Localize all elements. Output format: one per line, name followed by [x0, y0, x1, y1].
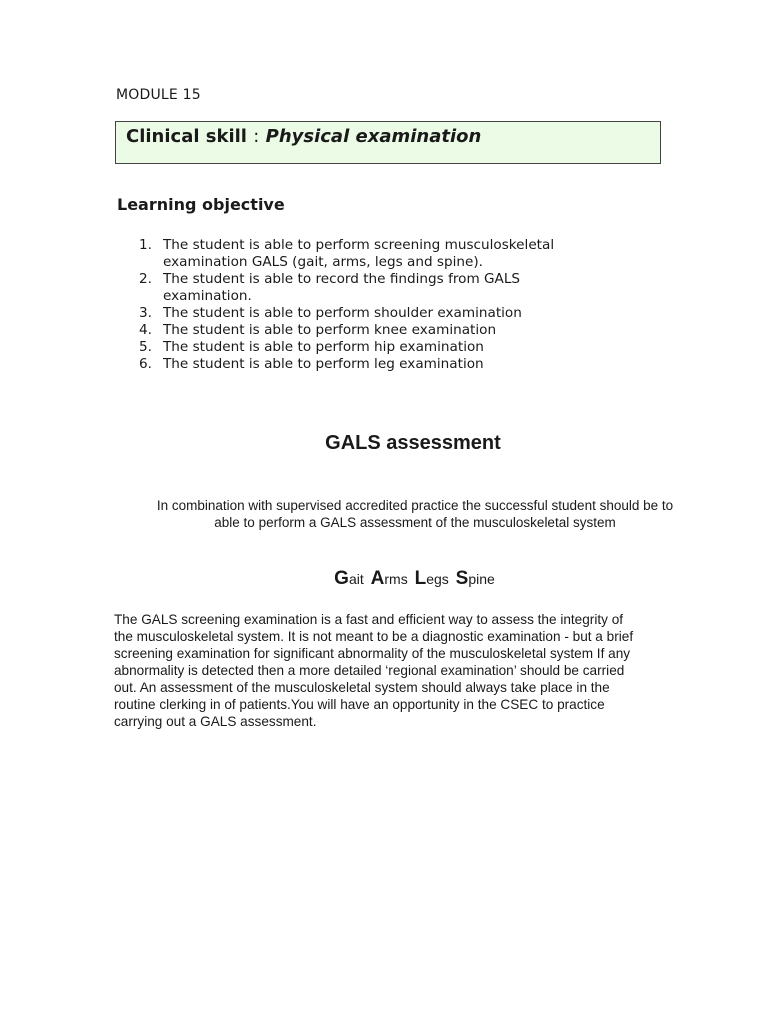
- learning-objective-item: [134, 339, 614, 356]
- description-line: abnormality is detected then a more detailed ‘regional examination’ should be carried: [114, 663, 625, 678]
- acronym-word: [334, 568, 364, 589]
- acronym-capital: L: [414, 568, 427, 589]
- description-line: out. An assessment of the musculoskeletal system should always take place in the: [114, 680, 610, 695]
- combination-paragraph: [110, 497, 720, 531]
- clinical-skill-topic: Physical examination: [265, 126, 482, 147]
- combination-line-1: In combination with supervised accredited practice the successful student should be to: [156, 498, 674, 513]
- module-label: MODULE 15: [116, 87, 201, 103]
- learning-objective-item: [134, 322, 614, 339]
- gals-description-paragraph: [114, 611, 714, 730]
- list-item-number: 2.: [139, 271, 152, 287]
- list-item-number: 4.: [139, 322, 152, 338]
- acronym-rest: pine: [468, 571, 495, 587]
- acronym-rest: ait: [348, 571, 364, 587]
- acronym-capital: S: [455, 568, 469, 589]
- list-item-text: The student is able to record the findings from GALS: [163, 271, 521, 287]
- list-item-text: The student is able to perform knee examination: [163, 322, 497, 338]
- list-item-number: 5.: [139, 339, 152, 355]
- list-item-text: The student is able to perform shoulder examination: [163, 305, 522, 321]
- gals-acronym: [0, 568, 768, 590]
- acronym-capital: A: [370, 568, 385, 589]
- list-item-text: examination.: [163, 288, 252, 304]
- list-item-number: 6.: [139, 356, 152, 372]
- description-line: the musculoskeletal system. It is not meant to be a diagnostic examination - but a brief: [114, 629, 634, 644]
- clinical-skill-label: Clinical skill: [126, 126, 247, 147]
- list-item-text: examination GALS (gait, arms, legs and spine).: [163, 254, 483, 270]
- acronym-word: [455, 568, 495, 589]
- list-item-text: The student is able to perform screening musculoskeletal: [163, 237, 555, 253]
- description-line: The GALS screening examination is a fast and efficient way to assess the integrity of: [114, 612, 624, 627]
- list-item-number: 1.: [139, 237, 152, 253]
- acronym-word: [414, 568, 449, 589]
- acronym-word: [370, 568, 408, 589]
- learning-objective-item: [134, 305, 614, 322]
- learning-objective-item: [134, 356, 614, 373]
- acronym-capital: G: [334, 568, 349, 589]
- acronym-rest: egs: [426, 571, 449, 587]
- learning-objective-list: [134, 237, 614, 373]
- gals-assessment-heading: GALS assessment: [325, 432, 501, 454]
- acronym-rest: rms: [384, 571, 408, 587]
- learning-objective-heading: Learning objective: [117, 195, 285, 214]
- description-line: screening examination for significant abnormality of the musculoskeletal system If any: [114, 646, 631, 661]
- description-line: routine clerking in of patients.You will have an opportunity in the CSEC to practice: [114, 697, 605, 712]
- list-item-number: 3.: [139, 305, 152, 321]
- list-item-text: The student is able to perform leg examination: [163, 356, 484, 372]
- list-item-text: The student is able to perform hip examination: [163, 339, 484, 355]
- learning-objective-item: [134, 237, 614, 271]
- clinical-skill-box: [115, 121, 661, 164]
- learning-objective-item: [134, 271, 614, 305]
- clinical-skill-separator: :: [253, 126, 260, 147]
- combination-line-2: able to perform a GALS assessment of the musculoskeletal system: [214, 515, 616, 530]
- description-line: carrying out a GALS assessment.: [114, 714, 317, 729]
